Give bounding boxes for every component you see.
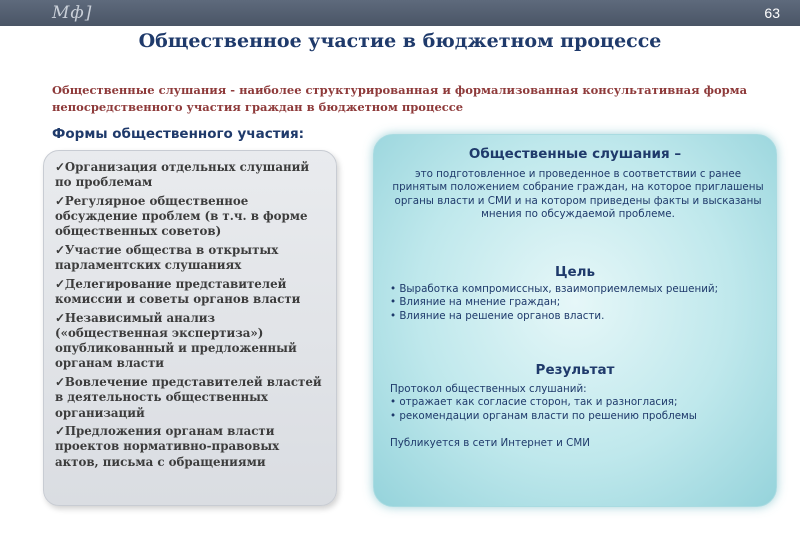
list-item: • Влияние на решение органов власти. (390, 309, 605, 322)
forms-list-panel (43, 150, 337, 506)
list-item: ✓Участие общества в открытых парламентских слушаниях (55, 243, 279, 273)
list-item: ✓Предложения органам власти проектов нормативно-правовых актов, письма с обращениями (55, 424, 280, 469)
result-block (390, 383, 760, 451)
check-icon: ✓ (55, 310, 65, 325)
hearings-heading: Общественные слушания – (468, 146, 682, 162)
hearings-definition: это подготовленное и проведенное в соответствии с ранее принятым положением собрание граждан, на которое приглашены органы власти и СМИ и на котором приведены факты и высказаны мнения по обсуждаемой проблеме. (392, 168, 764, 221)
list-item: • отражает как согласие сторон, так и разногласия; (390, 396, 678, 409)
list-item: ✓Организация отдельных слушаний по проблемам (55, 160, 310, 190)
slide-number: 63 (764, 5, 780, 21)
list-item: ✓Регулярное общественное обсуждение проблем (в т.ч. в форме общественных советов) (55, 193, 308, 239)
goal-heading: Цель (554, 264, 596, 280)
list-item: • Влияние на мнение граждан; (390, 296, 561, 309)
result-heading: Результат (535, 362, 615, 378)
check-icon: ✓ (55, 160, 65, 174)
check-icon: ✓ (55, 243, 65, 258)
list-item: • Выработка компромиссных, взаимоприемлемых решений; (390, 283, 719, 295)
check-icon: ✓ (55, 193, 65, 208)
list-item: ✓Независимый анализ («общественная экспертиза») опубликованный и предложенный органам власти (55, 310, 297, 371)
slide-subtitle: Общественные слушания - наиболее структурированная и формализованная консультативная форма непосредственного участия граждан в бюджетном процессе (52, 83, 748, 114)
ministry-logo: Мф] (52, 3, 93, 23)
published-note: Публикуется в сети Интернет и СМИ (390, 437, 590, 450)
list-item: • рекомендации органам власти по решению проблемы (390, 409, 697, 422)
goal-list (390, 283, 750, 323)
result-intro: Протокол общественных слушаний: (390, 383, 587, 395)
list-item: ✓Вовлечение представителей властей в деятельность общественных организаций (55, 375, 322, 420)
forms-heading: Формы общественного участия: (52, 126, 305, 142)
slide-title: Общественное участие в бюджетном процессе (138, 30, 662, 52)
header-bar (0, 0, 800, 26)
check-icon: ✓ (55, 424, 65, 439)
check-icon: ✓ (55, 276, 65, 291)
check-icon: ✓ (55, 375, 65, 390)
list-item: ✓Делегирование представителей комиссии и советы органов власти (55, 276, 301, 307)
